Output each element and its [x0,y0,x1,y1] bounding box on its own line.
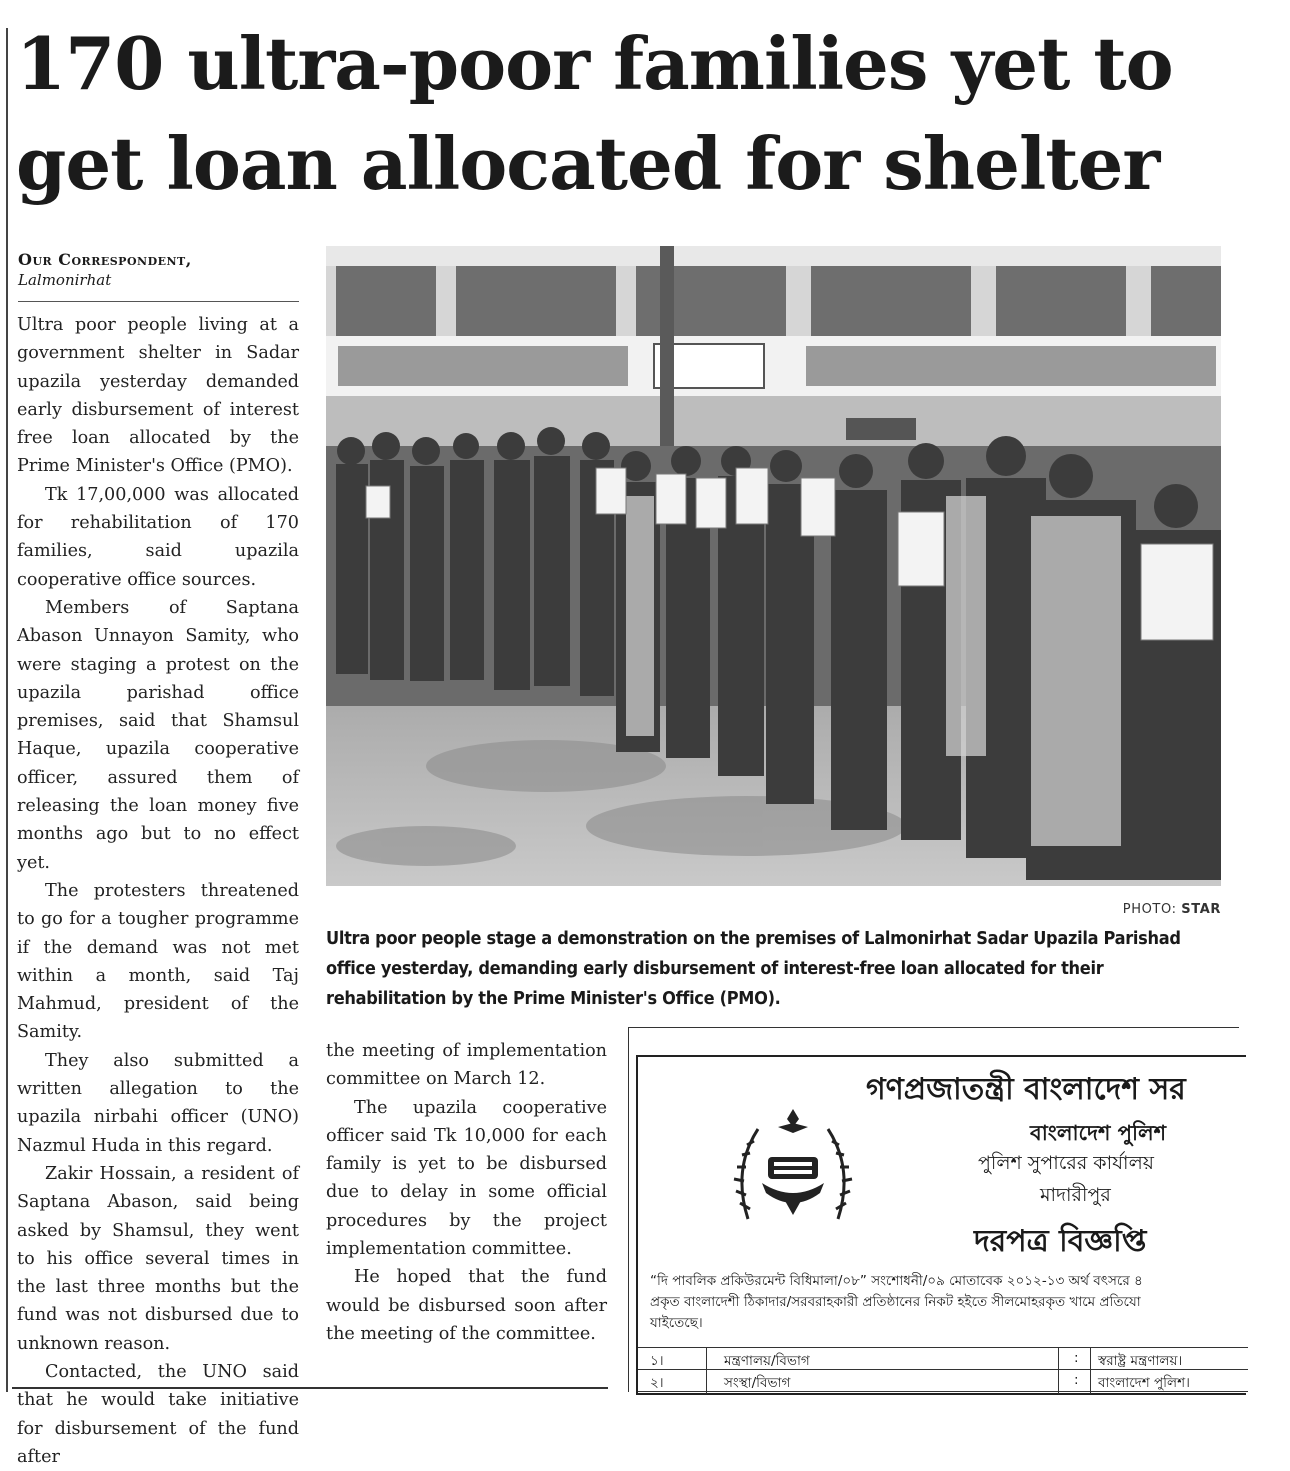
advert-title: গণপ্রজাতন্ত্রী বাংলাদেশ সর [866,1072,1186,1107]
advert-organization: বাংলাদেশ পুলিশ [1030,1121,1167,1145]
article-column-2 [326,1037,607,1348]
paragraph: Contacted, the UNO said that he would take initiative for disbursement of the fund after [17,1361,299,1467]
row-value: বাংলাদেশ পুলিশ। [1098,1375,1190,1391]
paragraph: The protesters threatened to go for a tougher programme if the demand was not met within a month, said Taj Mahmud, president of the Samity. [17,880,299,1043]
paragraph: the meeting of implementation committee on March 12. [326,1041,607,1090]
protest-photo-illustration [326,246,1221,886]
headline-line-1: 170 ultra-poor families yet to [16,21,1173,106]
advert-heading: দরপত্র বিজ্ঞপ্তি [974,1224,1147,1259]
headline [16,14,1236,214]
photo-caption: Ultra poor people stage a demonstration on the premises of Lalmonirhat Sadar Upazila Parishad office yesterday, demanding early disbursement of interest-free loan allocated for their rehabilitation by the Prime Minister's Office (PMO). [326,928,1181,1009]
row-key: সংস্থা/বিভাগ [724,1375,791,1391]
tender-advertisement [636,1055,1246,1395]
byline [18,250,300,289]
row-separator: : [1074,1372,1079,1388]
headline-line-2: get loan allocated for shelter [16,121,1160,206]
paragraph: He hoped that the fund would be disbursed soon after the meeting of the committee. [326,1267,607,1344]
row-number: ১। [650,1353,664,1369]
news-photo [326,246,1221,886]
advert-rule [628,1027,1239,1028]
government-emblem-icon [728,1099,858,1239]
advert-body [650,1271,1290,1334]
advert-table [638,1347,1248,1392]
table-row [638,1348,1248,1370]
photo-credit-source: STAR [1181,902,1221,917]
bottom-rule [12,1387,608,1389]
byline-name: Our Correspondent, [18,250,192,269]
table-row [638,1370,1248,1392]
column-rule [6,28,8,1392]
advert-body-line: “দি পাবলিক প্রকিউরমেন্ট বিধিমালা/০৮” সংশোধনী/০৯ মোতাবেক ২০১২-১৩ অর্থ বৎসরে ৪ [650,1273,1143,1289]
paragraph: The upazila cooperative officer said Tk 10,000 for each family is yet to be disbursed due to delay in some official procedures by the project implementation committee. [326,1097,607,1260]
advert-rule [628,1027,629,1392]
photo-credit-label: PHOTO: [1122,902,1177,917]
row-number: ২। [650,1375,664,1391]
row-value: স্বরাষ্ট্র মন্ত্রণালয়। [1098,1353,1183,1369]
byline-rule [18,301,299,302]
paragraph: Zakir Hossain, a resident of Saptana Abason, said being asked by Shamsul, they went to his office several times in the last three months but the fund was not disbursed due to unknown reason. [17,1163,299,1354]
advert-body-line: যাইতেছে। [650,1315,703,1331]
paragraph: They also submitted a written allegation to the upazila nirbahi officer (UNO) Nazmul Huda in this regard. [17,1050,299,1156]
row-key: মন্ত্রণালয়/বিভাগ [724,1353,810,1369]
paragraph: Tk 17,00,000 was allocated for rehabilitation of 170 families, said upazila cooperative office sources. [17,484,299,590]
article-column-1 [17,311,299,1471]
paragraph: Members of Saptana Abason Unnayon Samity, who were staging a protest on the upazila parishad office premises, said that Shamsul Haque, upazila cooperative officer, assured them of releasing the loan money five months ago but to no effect yet. [17,597,299,873]
advert-district: মাদারীপুর [1040,1184,1111,1206]
advert-body-line: প্রকৃত বাংলাদেশী ঠিকাদার/সরবরাহকারী প্রতিষ্ঠানের নিকট হইতে সীলমোহরকৃত খামে প্রতিযো [650,1294,1141,1310]
byline-place: Lalmonirhat [18,271,112,289]
photo-credit [1000,902,1221,917]
row-separator: : [1074,1350,1079,1366]
paragraph: Ultra poor people living at a government shelter in Sadar upazila yesterday demanded early disbursement of interest free loan allocated by the Prime Minister's Office (PMO). [17,315,299,477]
advert-office: পুলিশ সুপারের কার্যালয় [978,1152,1154,1174]
